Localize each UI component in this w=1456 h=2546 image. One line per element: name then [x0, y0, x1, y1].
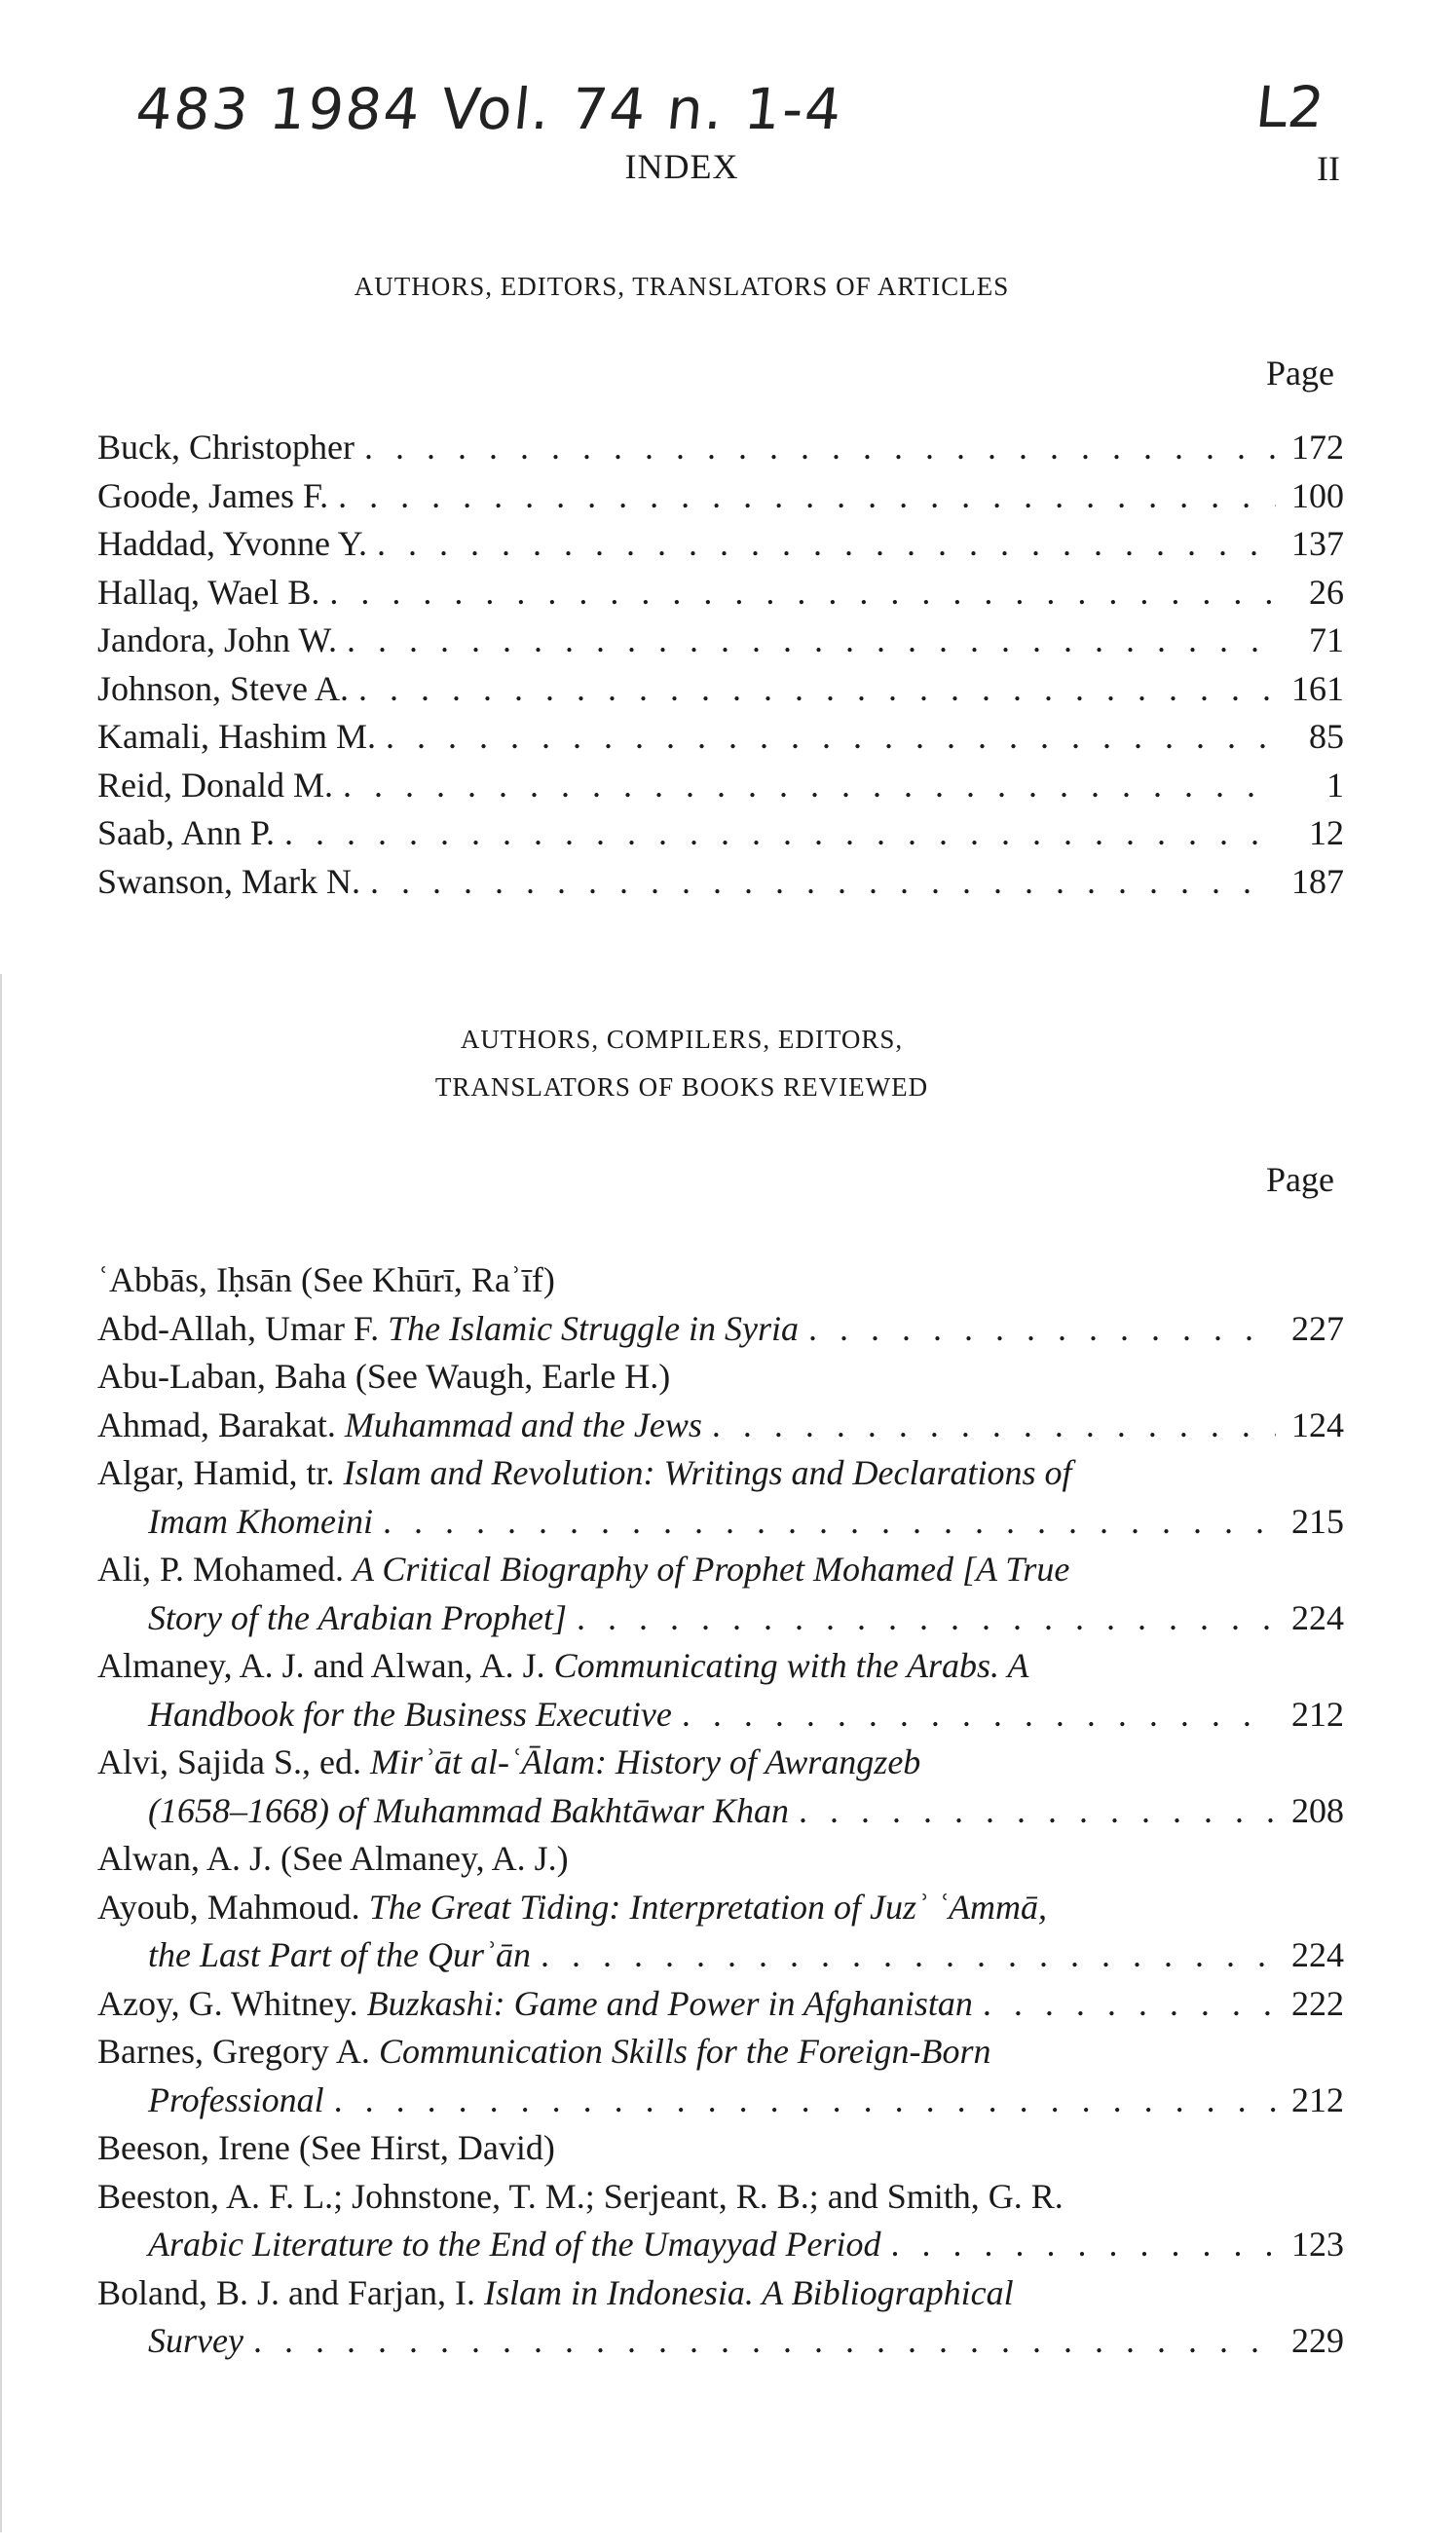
- leader-dots: [334, 2077, 1276, 2125]
- book-entry: [97, 1980, 1344, 2029]
- leader-dots: [364, 424, 1276, 472]
- leader-dots: [383, 1498, 1276, 1547]
- article-author: Haddad, Yvonne Y.: [97, 524, 368, 563]
- article-page: 172: [1291, 428, 1344, 467]
- article-entry: [97, 762, 1344, 810]
- book-entry: [97, 2124, 1344, 2173]
- article-author: Swanson, Mark N.: [97, 861, 360, 901]
- book-entry: [97, 1546, 1344, 1642]
- article-entry: [97, 858, 1344, 907]
- leader-dots: [799, 1787, 1276, 1836]
- page-number-roman: II: [1317, 149, 1340, 188]
- article-page: 1: [1326, 765, 1344, 805]
- books-heading-line1: AUTHORS, COMPILERS, EDITORS,: [460, 1025, 904, 1054]
- article-page: 187: [1291, 861, 1344, 901]
- handwritten-mark: L2: [1252, 74, 1327, 140]
- articles-heading: AUTHORS, EDITORS, TRANSLATORS OF ARTICLES: [354, 272, 1010, 301]
- leader-dots: [284, 809, 1276, 858]
- article-page: 71: [1309, 620, 1344, 659]
- book-entry-line: [97, 1353, 1344, 1402]
- book-entry: [97, 2173, 1344, 2269]
- book-title: Communication Skills for the Foreign-Born: [378, 2032, 991, 2071]
- book-entry-line: [97, 1256, 1344, 1305]
- book-title: A Critical Biography of Prophet Mohamed [A True: [353, 1550, 1070, 1589]
- book-title: Communicating with the Arabs. A: [553, 1646, 1029, 1685]
- book-author: Boland, B. J. and Farjan, I.: [97, 2272, 475, 2312]
- book-title: Mirʾāt al-ʿĀlam: History of Awrangzeb: [369, 1742, 921, 1781]
- book-title-cont: Arabic Literature to the End of the Umayyad Period: [148, 2225, 881, 2264]
- book-page: 212: [1291, 2079, 1344, 2119]
- article-entry: [97, 665, 1344, 714]
- leader-dots: [983, 1980, 1276, 2029]
- book-entry-line: [97, 2028, 1344, 2077]
- book-entry-line: [97, 1884, 1344, 1932]
- article-entry: [97, 424, 1344, 472]
- book-page: 208: [1291, 1790, 1344, 1830]
- book-page: 212: [1291, 1694, 1344, 1734]
- article-author: Johnson, Steve A.: [97, 668, 350, 708]
- leader-dots: [386, 713, 1276, 762]
- leader-dots: [343, 762, 1276, 810]
- book-author: Barnes, Gregory A.: [97, 2032, 370, 2071]
- book-author: Ahmad, Barakat.: [97, 1404, 336, 1444]
- article-author: Jandora, John W.: [97, 620, 337, 659]
- book-author: ʿAbbās, Iḥsān (See Khūrī, Raʾīf): [97, 1260, 555, 1299]
- book-title-cont: (1658–1668) of Muhammad Bakhtāwar Khan: [148, 1790, 789, 1830]
- book-page: 215: [1291, 1501, 1344, 1541]
- article-entry: [97, 809, 1344, 858]
- article-entry: [97, 569, 1344, 618]
- book-page: 229: [1291, 2321, 1344, 2360]
- article-author: Saab, Ann P.: [97, 813, 276, 852]
- book-entry: [97, 1402, 1344, 1450]
- book-page: 224: [1291, 1935, 1344, 1974]
- article-page: 161: [1291, 668, 1344, 708]
- book-author: Alwan, A. J. (See Almaney, A. J.): [97, 1839, 569, 1878]
- book-author: Beeson, Irene (See Hirst, David): [97, 2128, 555, 2167]
- article-author: Buck, Christopher: [97, 428, 355, 467]
- article-page: 85: [1309, 717, 1344, 756]
- article-page: 137: [1291, 524, 1344, 563]
- book-entry: [97, 1449, 1344, 1546]
- leader-dots: [682, 1691, 1276, 1740]
- book-entry-line-cont: [97, 1787, 1344, 1836]
- book-title: Buzkashi: Game and Power in Afghanistan: [366, 1983, 973, 2023]
- book-title-cont: Story of the Arabian Prophet]: [148, 1597, 567, 1637]
- scan-edge: [0, 974, 2, 2532]
- book-entry-line: [97, 1402, 1344, 1450]
- book-entry: [97, 1353, 1344, 1402]
- book-title: Muhammad and the Jews: [344, 1404, 702, 1444]
- article-entry: [97, 472, 1344, 521]
- book-entry: [97, 1305, 1344, 1354]
- book-entry-line-cont: [97, 1594, 1344, 1643]
- book-entry-line: [97, 1739, 1344, 1787]
- articles-list: [97, 424, 1344, 906]
- book-entry-line-cont: [97, 1931, 1344, 1980]
- article-author: Kamali, Hashim M.: [97, 717, 376, 756]
- leader-dots: [253, 2317, 1276, 2366]
- leader-dots: [891, 2221, 1276, 2269]
- leader-dots: [338, 472, 1276, 521]
- book-title: Islam and Revolution: Writings and Declarations of: [343, 1453, 1072, 1492]
- book-entry: [97, 1739, 1344, 1835]
- book-page: 224: [1291, 1597, 1344, 1637]
- books-list: [97, 1256, 1344, 2366]
- book-entry-line: [97, 1642, 1344, 1691]
- book-title-cont: the Last Part of the Qurʾān: [148, 1935, 531, 1974]
- book-title-cont: Handbook for the Business Executive: [148, 1694, 672, 1734]
- book-author: Abu-Laban, Baha (See Waugh, Earle H.): [97, 1357, 671, 1396]
- leader-dots: [712, 1402, 1276, 1450]
- book-entry-line-cont: [97, 1498, 1344, 1547]
- article-author: Hallaq, Wael B.: [97, 572, 320, 612]
- book-entry-line: [97, 2173, 1344, 2222]
- book-title: The Great Tiding: Interpretation of Juzʾ ʿAmmā,: [368, 1887, 1047, 1927]
- books-heading-line2: TRANSLATORS OF BOOKS REVIEWED: [434, 1072, 929, 1102]
- book-entry-line: [97, 1449, 1344, 1498]
- book-entry-line: [97, 1305, 1344, 1354]
- book-author: Ayoub, Mahmoud.: [97, 1887, 360, 1927]
- book-entry: [97, 1642, 1344, 1739]
- articles-page-label: Page: [1266, 354, 1334, 393]
- article-page: 100: [1291, 475, 1344, 515]
- book-entry-line: [97, 1980, 1344, 2029]
- article-author: Goode, James F.: [97, 475, 329, 515]
- leader-dots: [541, 1931, 1276, 1980]
- book-entry: [97, 2269, 1344, 2366]
- article-page: 12: [1309, 813, 1344, 852]
- leader-dots: [808, 1305, 1276, 1354]
- article-entry: [97, 713, 1344, 762]
- article-author: Reid, Donald M.: [97, 765, 333, 805]
- leader-dots: [329, 569, 1276, 618]
- leader-dots: [577, 1594, 1276, 1643]
- book-title: The Islamic Struggle in Syria: [388, 1308, 800, 1348]
- leader-dots: [358, 665, 1276, 714]
- book-author: Ali, P. Mohamed.: [97, 1550, 345, 1589]
- handwritten-call-number: 483 1984 Vol. 74 n. 1-4: [132, 76, 847, 142]
- book-title-cont: Professional: [148, 2079, 324, 2119]
- book-page: 123: [1291, 2225, 1344, 2264]
- article-entry: [97, 617, 1344, 665]
- book-entry-line-cont: [97, 2317, 1344, 2366]
- book-entry-line-cont: [97, 2221, 1344, 2269]
- article-entry: [97, 520, 1344, 569]
- book-title: Islam in Indonesia. A Bibliographical: [483, 2272, 1014, 2312]
- leader-dots: [377, 520, 1276, 569]
- book-title-cont: Imam Khomeini: [148, 1501, 373, 1541]
- leader-dots: [347, 617, 1276, 665]
- book-author: Abd-Allah, Umar F.: [97, 1308, 380, 1348]
- book-entry: [97, 2028, 1344, 2124]
- book-entry-line-cont: [97, 2077, 1344, 2125]
- book-author: Algar, Hamid, tr.: [97, 1453, 335, 1492]
- article-page: 26: [1309, 572, 1344, 612]
- book-entry: [97, 1835, 1344, 1884]
- book-author: Alvi, Sajida S., ed.: [97, 1742, 361, 1781]
- book-title-cont: Survey: [148, 2321, 243, 2360]
- book-page: 222: [1291, 1983, 1344, 2023]
- book-author: Beeston, A. F. L.; Johnstone, T. M.; Serjeant, R. B.; and Smith, G. R.: [97, 2176, 1064, 2216]
- book-entry-line: [97, 2124, 1344, 2173]
- books-page-label: Page: [1266, 1160, 1334, 1199]
- book-author: Azoy, G. Whitney.: [97, 1983, 358, 2023]
- book-page: 227: [1291, 1308, 1344, 1348]
- leader-dots: [370, 858, 1276, 907]
- book-author: Almaney, A. J. and Alwan, A. J.: [97, 1646, 545, 1685]
- page-title: INDEX: [624, 147, 739, 186]
- book-page: 124: [1291, 1404, 1344, 1444]
- book-entry-line: [97, 1546, 1344, 1594]
- book-entry: [97, 1256, 1344, 1305]
- book-entry-line: [97, 2269, 1344, 2318]
- book-entry-line-cont: [97, 1691, 1344, 1740]
- book-entry: [97, 1884, 1344, 1980]
- book-entry-line: [97, 1835, 1344, 1884]
